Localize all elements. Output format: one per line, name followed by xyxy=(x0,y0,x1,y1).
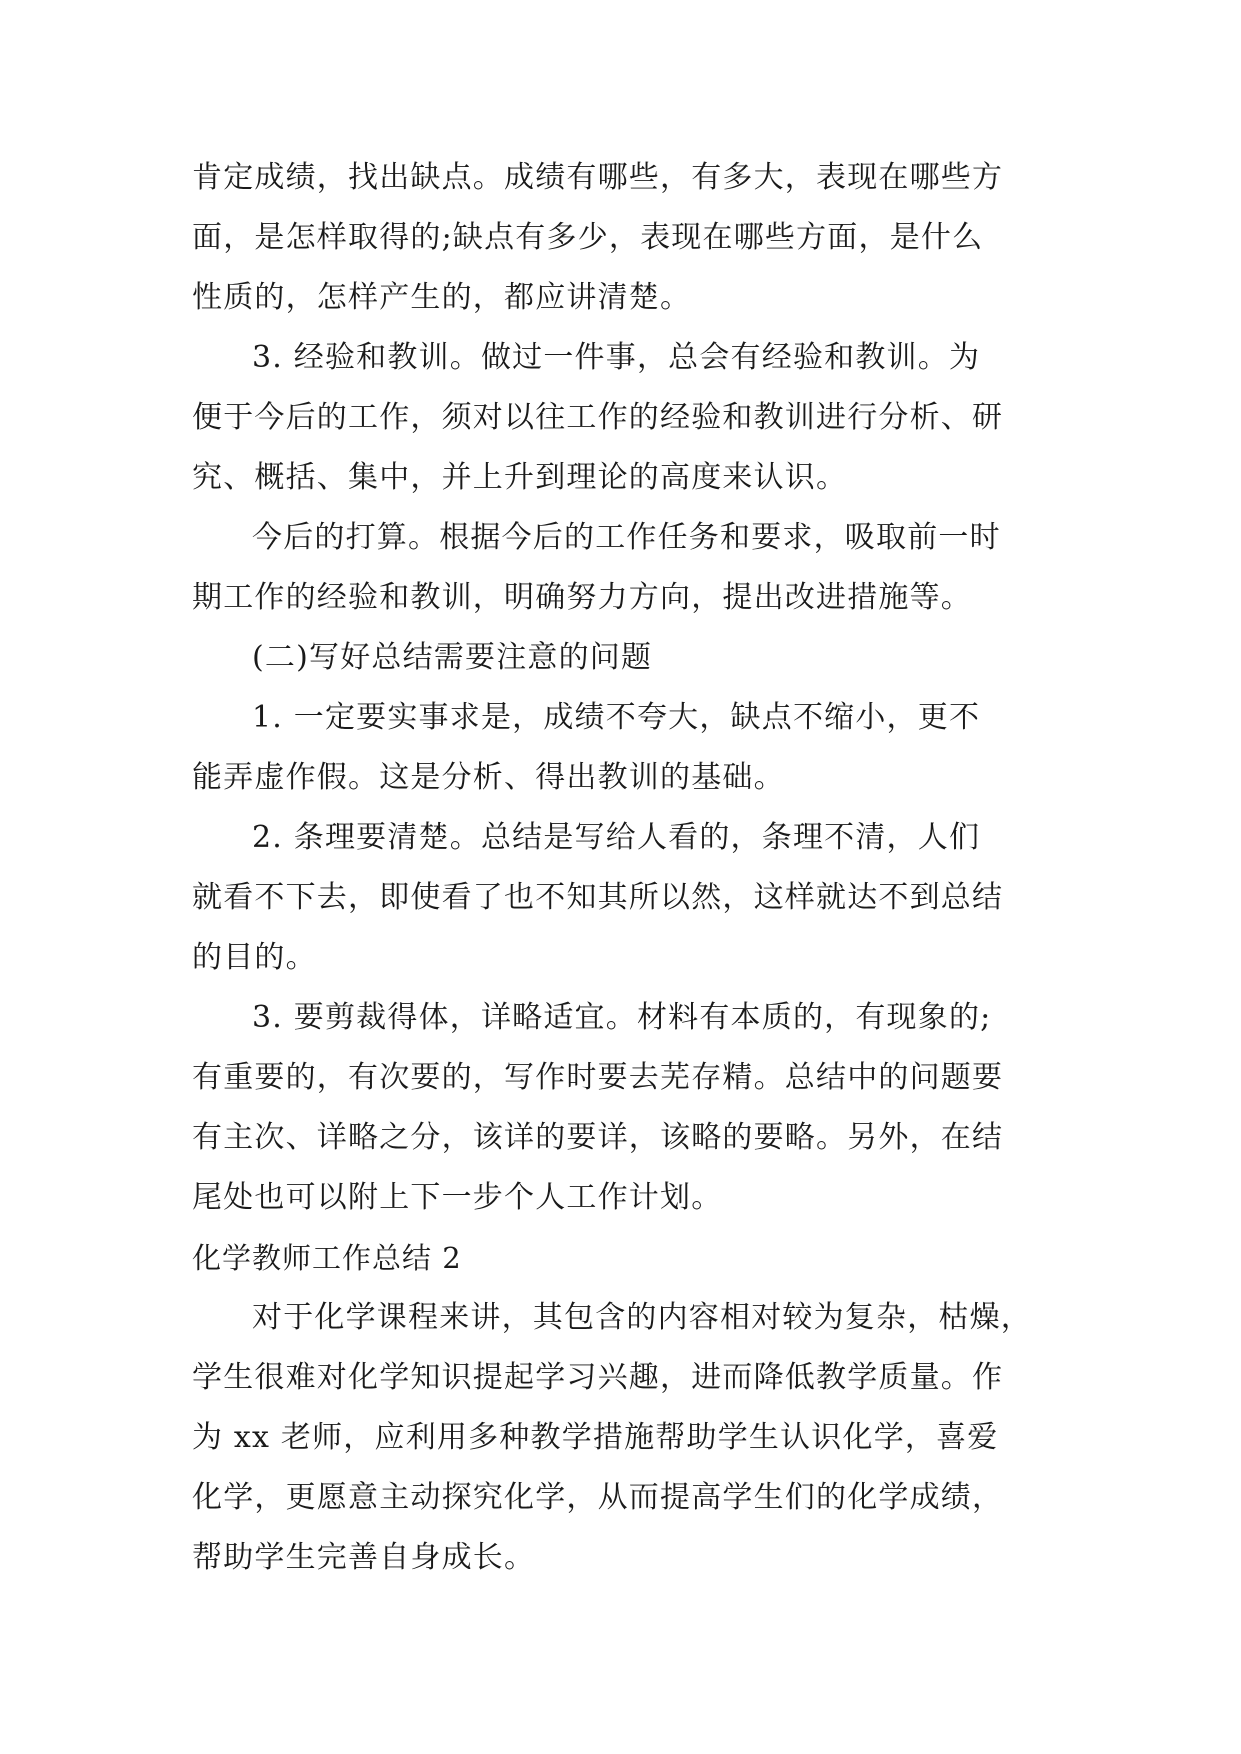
text-line: 帮助学生完善自身成长。 xyxy=(192,1540,536,1575)
text-line: 有重要的，有次要的，写作时要去芜存精。总结中的问题要 xyxy=(192,1060,1004,1095)
text-line: 期工作的经验和教训，明确努力方向，提出改进措施等。 xyxy=(192,580,972,615)
text-line: 肯定成绩，找出缺点。成绩有哪些，有多大，表现在哪些方 xyxy=(192,160,1004,195)
section-heading: 化学教师工作总结 2 xyxy=(192,1241,462,1275)
text-line: 的目的。 xyxy=(192,940,317,975)
text-line: 能弄虚作假。这是分析、得出教训的基础。 xyxy=(192,760,785,795)
text-line: 有主次、详略之分，该详的要详，该略的要略。另外，在结 xyxy=(192,1120,1004,1155)
text-line: 1. 一定要实事求是，成绩不夸大，缺点不缩小，更不 xyxy=(252,700,981,735)
text-line: 便于今后的工作，须对以往工作的经验和教训进行分析、研 xyxy=(192,400,1004,435)
document-body xyxy=(192,148,1052,1588)
text-line: 今后的打算。根据今后的工作任务和要求，吸取前一时 xyxy=(252,520,1001,555)
text-line: 就看不下去，即使看了也不知其所以然，这样就达不到总结 xyxy=(192,880,1004,915)
text-line: 2. 条理要清楚。总结是写给人看的，条理不清，人们 xyxy=(252,820,981,855)
text-line: (二)写好总结需要注意的问题 xyxy=(252,640,653,675)
text-line: 学生很难对化学知识提起学习兴趣，进而降低教学质量。作 xyxy=(192,1360,1004,1395)
text-line: 为 xx 老师，应利用多种教学措施帮助学生认识化学，喜爱 xyxy=(192,1420,999,1455)
text-line: 化学，更愿意主动探究化学，从而提高学生们的化学成绩， xyxy=(192,1480,1004,1515)
text-line: 对于化学课程来讲，其包含的内容相对较为复杂，枯燥， xyxy=(252,1300,1032,1335)
text-line: 3. 要剪裁得体，详略适宜。材料有本质的，有现象的; xyxy=(252,1000,992,1035)
text-line: 尾处也可以附上下一步个人工作计划。 xyxy=(192,1180,723,1215)
text-line: 面，是怎样取得的;缺点有多少，表现在哪些方面，是什么 xyxy=(192,220,984,255)
text-line: 性质的，怎样产生的，都应讲清楚。 xyxy=(192,280,692,315)
text-line: 究、概括、集中，并上升到理论的高度来认识。 xyxy=(192,460,848,495)
text-line: 3. 经验和教训。做过一件事，总会有经验和教训。为 xyxy=(252,340,981,375)
